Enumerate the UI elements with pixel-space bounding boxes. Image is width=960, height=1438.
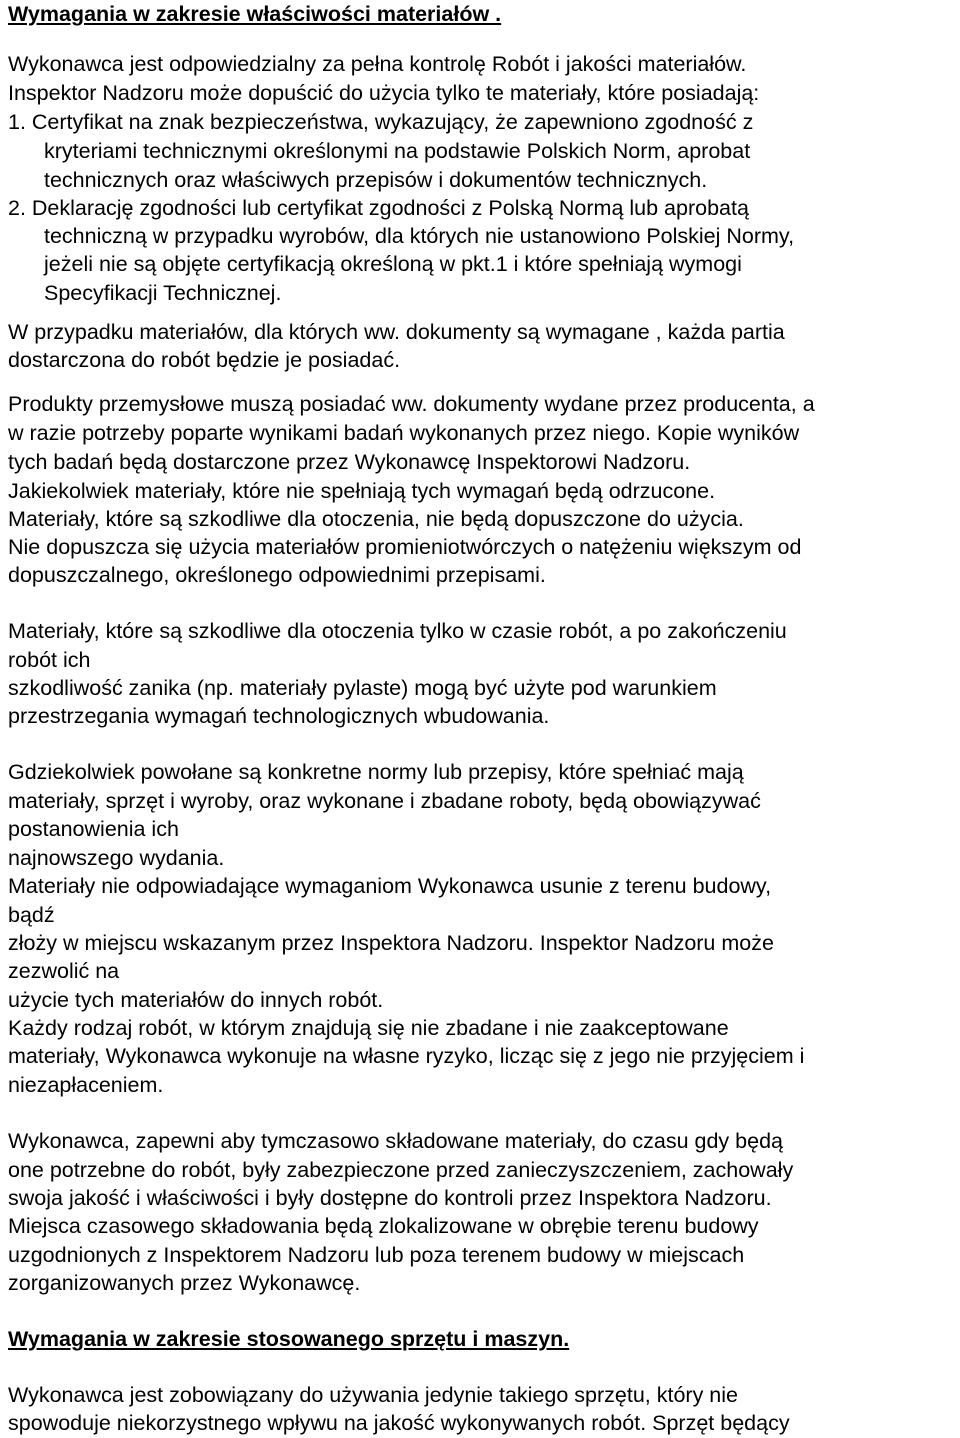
- text-line: Materiały, które są szkodliwe dla otoczenia tylko w czasie robót, a po zakończeniu: [8, 619, 787, 643]
- section-heading-materials: Wymagania w zakresie właściwości materiałów .: [8, 2, 502, 26]
- list-item-1-cont: technicznych oraz właściwych przepisów i dokumentów technicznych.: [44, 168, 708, 192]
- text-line: złoży w miejscu wskazanym przez Inspektora Nadzoru. Inspektor Nadzoru może: [8, 931, 774, 955]
- text-line: Materiały nie odpowiadające wymaganiom Wykonawca usunie z terenu budowy,: [8, 874, 772, 898]
- text-line: Wykonawca jest odpowiedzialny za pełna kontrolę Robót i jakości materiałów.: [8, 52, 747, 76]
- list-item-2-cont: jeżeli nie są objęte certyfikacją określoną w pkt.1 i które spełniają wymogi: [44, 252, 742, 276]
- text-line: materiały, sprzęt i wyroby, oraz wykonane i zbadane roboty, będą obowiązywać: [8, 789, 761, 813]
- list-item-1: 1. Certyfikat na znak bezpieczeństwa, wykazujący, że zapewniono zgodność z: [8, 110, 754, 134]
- text-line: dostarczona do robót będzie je posiadać.: [8, 348, 401, 372]
- text-line: Wykonawca jest zobowiązany do używania jedynie takiego sprzętu, który nie: [8, 1383, 738, 1407]
- text-line: użycie tych materiałów do innych robót.: [8, 988, 384, 1012]
- text-line: w razie potrzeby poparte wynikami badań wykonanych przez niego. Kopie wyników: [8, 421, 800, 445]
- text-line: swoja jakość i właściwości i były dostępne do kontroli przez Inspektora Nadzoru.: [8, 1186, 772, 1210]
- text-line: materiały, Wykonawca wykonuje na własne ryzyko, licząc się z jego nie przyjęciem i: [8, 1044, 805, 1068]
- text-line: Materiały, które są szkodliwe dla otoczenia, nie będą dopuszczone do użycia.: [8, 507, 744, 531]
- text-line: dopuszczalnego, określonego odpowiednimi przepisami.: [8, 563, 546, 587]
- text-line: Miejsca czasowego składowania będą zlokalizowane w obrębie terenu budowy: [8, 1214, 759, 1238]
- text-line: one potrzebne do robót, były zabezpieczone przed zanieczyszczeniem, zachowały: [8, 1158, 794, 1182]
- text-line: Gdziekolwiek powołane są konkretne normy lub przepisy, które spełniać mają: [8, 760, 744, 784]
- text-line: niezapłaceniem.: [8, 1073, 164, 1097]
- text-line: Nie dopuszcza się użycia materiałów promieniotwórczych o natężeniu większym od: [8, 535, 802, 559]
- list-item-1-cont: kryteriami technicznymi określonymi na podstawie Polskich Norm, aprobat: [44, 139, 751, 163]
- text-line: uzgodnionych z Inspektorem Nadzoru lub poza terenem budowy w miejscach: [8, 1243, 745, 1267]
- text-line: W przypadku materiałów, dla których ww. dokumenty są wymagane , każda partia: [8, 320, 785, 344]
- list-item-2-cont: techniczną w przypadku wyrobów, dla których nie ustanowiono Polskiej Normy,: [44, 224, 795, 248]
- text-line: postanowienia ich: [8, 817, 179, 841]
- text-line: zorganizowanych przez Wykonawcę.: [8, 1271, 361, 1295]
- text-line: przestrzegania wymagań technologicznych wbudowania.: [8, 704, 550, 728]
- text-line: bądź: [8, 903, 55, 927]
- text-line: Produkty przemysłowe muszą posiadać ww. dokumenty wydane przez producenta, a: [8, 392, 815, 416]
- text-line: spowoduje niekorzystnego wpływu na jakość wykonywanych robót. Sprzęt będący: [8, 1411, 790, 1435]
- list-item-2-cont: Specyfikacji Technicznej.: [44, 281, 282, 305]
- text-line: zezwolić na: [8, 959, 120, 983]
- text-line: tych badań będą dostarczone przez Wykonawcę Inspektorowi Nadzoru.: [8, 450, 691, 474]
- text-line: Każdy rodzaj robót, w którym znajdują się nie zbadane i nie zaakceptowane: [8, 1016, 729, 1040]
- text-line: Jakiekolwiek materiały, które nie spełniają tych wymagań będą odrzucone.: [8, 479, 716, 503]
- text-line: szkodliwość zanika (np. materiały pylaste) mogą być użyte pod warunkiem: [8, 676, 717, 700]
- text-line: robót ich: [8, 648, 91, 672]
- list-item-2: 2. Deklarację zgodności lub certyfikat zgodności z Polską Normą lub aprobatą: [8, 196, 749, 220]
- text-line: Wykonawca, zapewni aby tymczasowo składowane materiały, do czasu gdy będą: [8, 1129, 783, 1153]
- section-heading-equipment: Wymagania w zakresie stosowanego sprzętu i maszyn.: [8, 1327, 570, 1351]
- text-line: Inspektor Nadzoru może dopuścić do użycia tylko te materiały, które posiadają:: [8, 81, 760, 105]
- text-line: najnowszego wydania.: [8, 846, 225, 870]
